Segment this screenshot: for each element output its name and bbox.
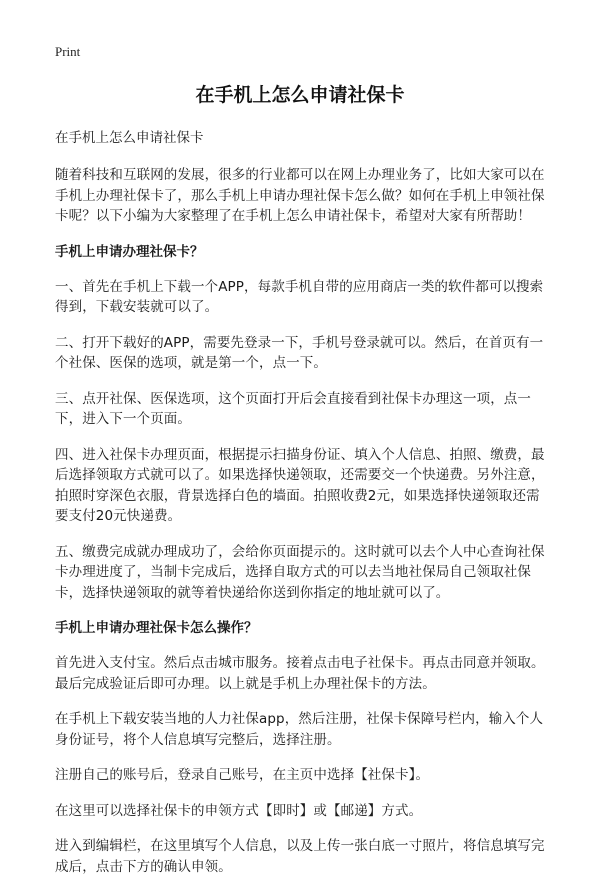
section-heading-operate: 手机上申请办理社保卡怎么操作？ <box>55 620 258 636</box>
step-paragraph: 四、进入社保卡办理页面，根据提示扫描身份证、填入个人信息、拍照、缴费，最后选择领取方式就可以了。如果选择快递领取，还需要交一个快递费。另外注意，拍照时穿深色衣服，背景选择白色的墙面。拍照收费2元，如果选择快递领取还需要支付20元快递费。 <box>55 446 545 524</box>
intro-paragraph: 随着科技和互联网的发展，很多的行业都可以在网上办理业务了，比如大家可以在手机上办理社保卡了，那么手机上申请办理社保卡怎么做？如何在手机上申领社保卡呢？以下小编为大家整理了在手机上怎么申请社保卡，希望对大家有所帮助！ <box>55 167 545 224</box>
method-paragraph: 首先进入支付宝。然后点击城市服务。接着点击电子社保卡。再点击同意并领取。最后完成验证后即可办理。以上就是手机上办理社保卡的方法。 <box>55 655 545 692</box>
page-title: 在手机上怎么申请社保卡 <box>195 84 405 106</box>
section-heading-apply: 手机上申请办理社保卡？ <box>55 243 204 260</box>
print-link[interactable]: Print <box>55 44 81 59</box>
method-paragraph: 在手机上下载安装当地的人力社保app，然后注册，社保卡保障号栏内，输入个人身份证号，将个人信息填写完整后，选择注册。 <box>55 711 544 748</box>
method-paragraph: 进入到编辑栏，在这里填写个人信息，以及上传一张白底一寸照片，将信息填写完成后，点击下方的确认申领。 <box>55 838 545 875</box>
step-paragraph: 三、点开社保、医保选项，这个页面打开后会直接看到社保卡办理这一项，点一下，进入下一个页面。 <box>55 390 531 427</box>
method-paragraph: 注册自己的账号后，登录自己账号，在主页中选择【社保卡】。 <box>55 767 430 783</box>
method-paragraph: 在这里可以选择社保卡的申领方式【即时】或【邮递】方式。 <box>55 802 423 819</box>
step-paragraph: 一、首先在手机上下载一个APP，每款手机自带的应用商店一类的软件都可以搜索得到，下载安装就可以了。 <box>55 278 544 315</box>
step-paragraph: 五、缴费完成就办理成功了，会给你页面提示的。这时就可以去个人中心查询社保卡办理进度了，当制卡完成后，选择自取方式的可以去当地社保局自己领取社保卡，选择快递领取的就等着快递给你送到你指定的地址就可以了。 <box>55 543 545 601</box>
article-subtitle: 在手机上怎么申请社保卡 <box>55 130 204 146</box>
step-paragraph: 二、打开下载好的APP，需要先登录一下，手机号登录就可以。然后，在首页有一个社保、医保的选项，就是第一个，点一下。 <box>55 334 544 371</box>
